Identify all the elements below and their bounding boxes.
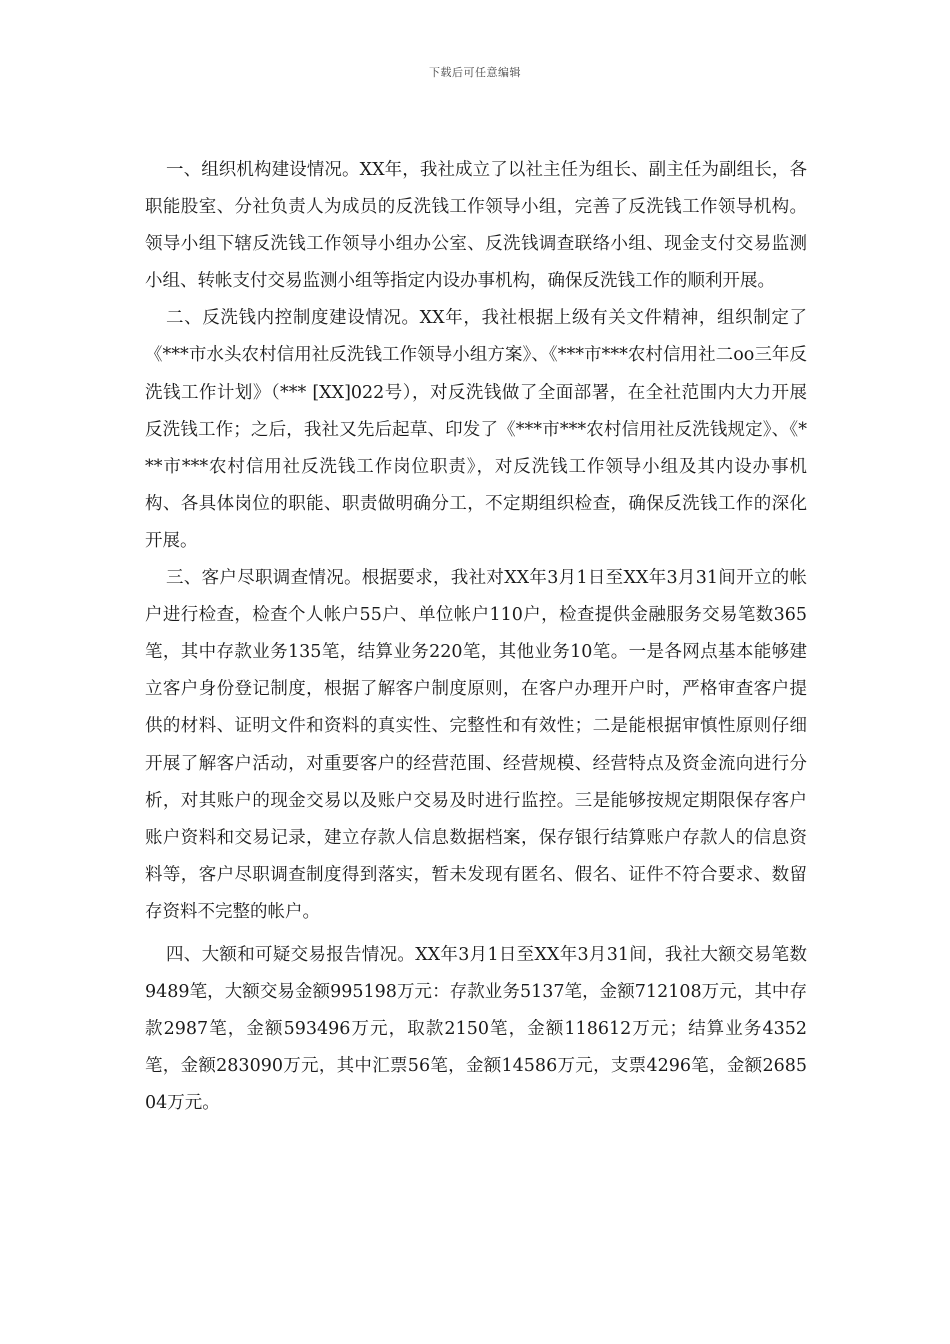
document-body: [145, 152, 807, 1122]
paragraph-internal-control: 二、反洗钱内控制度建设情况。XX年，我社根据上级有关文件精神，组织制定了《***市水头农村信用社反洗钱工作领导小组方案》、《***市***农村信用社二oo三年反洗钱工作计划》（*** [XX]022号），对反洗钱做了全面部署，在全社范围内大力开展反洗钱工作；之后，我社又先后起草、印发了《***市***农村信用社反洗钱规定》、《***市***农村信用社反洗钱工作岗位职责》，对反洗钱工作领导小组及其内设办事机构、各具体岗位的职能、职责做明确分工，不定期组织检查，确保反洗钱工作的深化开展。: [145, 308, 807, 551]
paragraph-large-suspicious-transactions: 四、大额和可疑交易报告情况。XX年3月1日至XX年3月31间，我社大额交易笔数9489笔，大额交易金额995198万元：存款业务5137笔，金额712108万元，其中存款2987笔，金额593496万元，取款2150笔，金额118612万元；结算业务4352笔，金额283090万元，其中汇票56笔，金额14586万元，支票4296笔，金额268504万元。: [145, 944, 807, 1114]
page-header-note: 下载后可任意编辑: [429, 66, 521, 79]
paragraph-organization: 一、组织机构建设情况。XX年，我社成立了以社主任为组长、副主任为副组长，各职能股室、分社负责人为成员的反洗钱工作领导小组，完善了反洗钱工作领导机构。领导小组下辖反洗钱工作领导小组办公室、反洗钱调查联络小组、现金支付交易监测小组、转帐支付交易监测小组等指定内设办事机构，确保反洗钱工作的顺利开展。: [145, 160, 807, 292]
paragraph-customer-due-diligence: 三、客户尽职调查情况。根据要求，我社对XX年3月1日至XX年3月31间开立的帐户进行检查，检查个人帐户55户、单位帐户110户，检查提供金融服务交易笔数365笔，其中存款业务135笔，结算业务220笔，其他业务10笔。一是各网点基本能够建立客户身份登记制度，根据了解客户制度原则，在客户办理开户时，严格审查客户提供的材料、证明文件和资料的真实性、完整性和有效性；二是能根据审慎性原则仔细开展了解客户活动，对重要客户的经营范围、经营规模、经营特点及资金流向进行分析，对其账户的现金交易以及账户交易及时进行监控。三是能够按规定期限保存客户账户资料和交易记录，建立存款人信息数据档案，保存银行结算账户存款人的信息资料等，客户尽职调查制度得到落实，暂未发现有匿名、假名、证件不符合要求、数留存资料不完整的帐户。: [145, 568, 807, 922]
